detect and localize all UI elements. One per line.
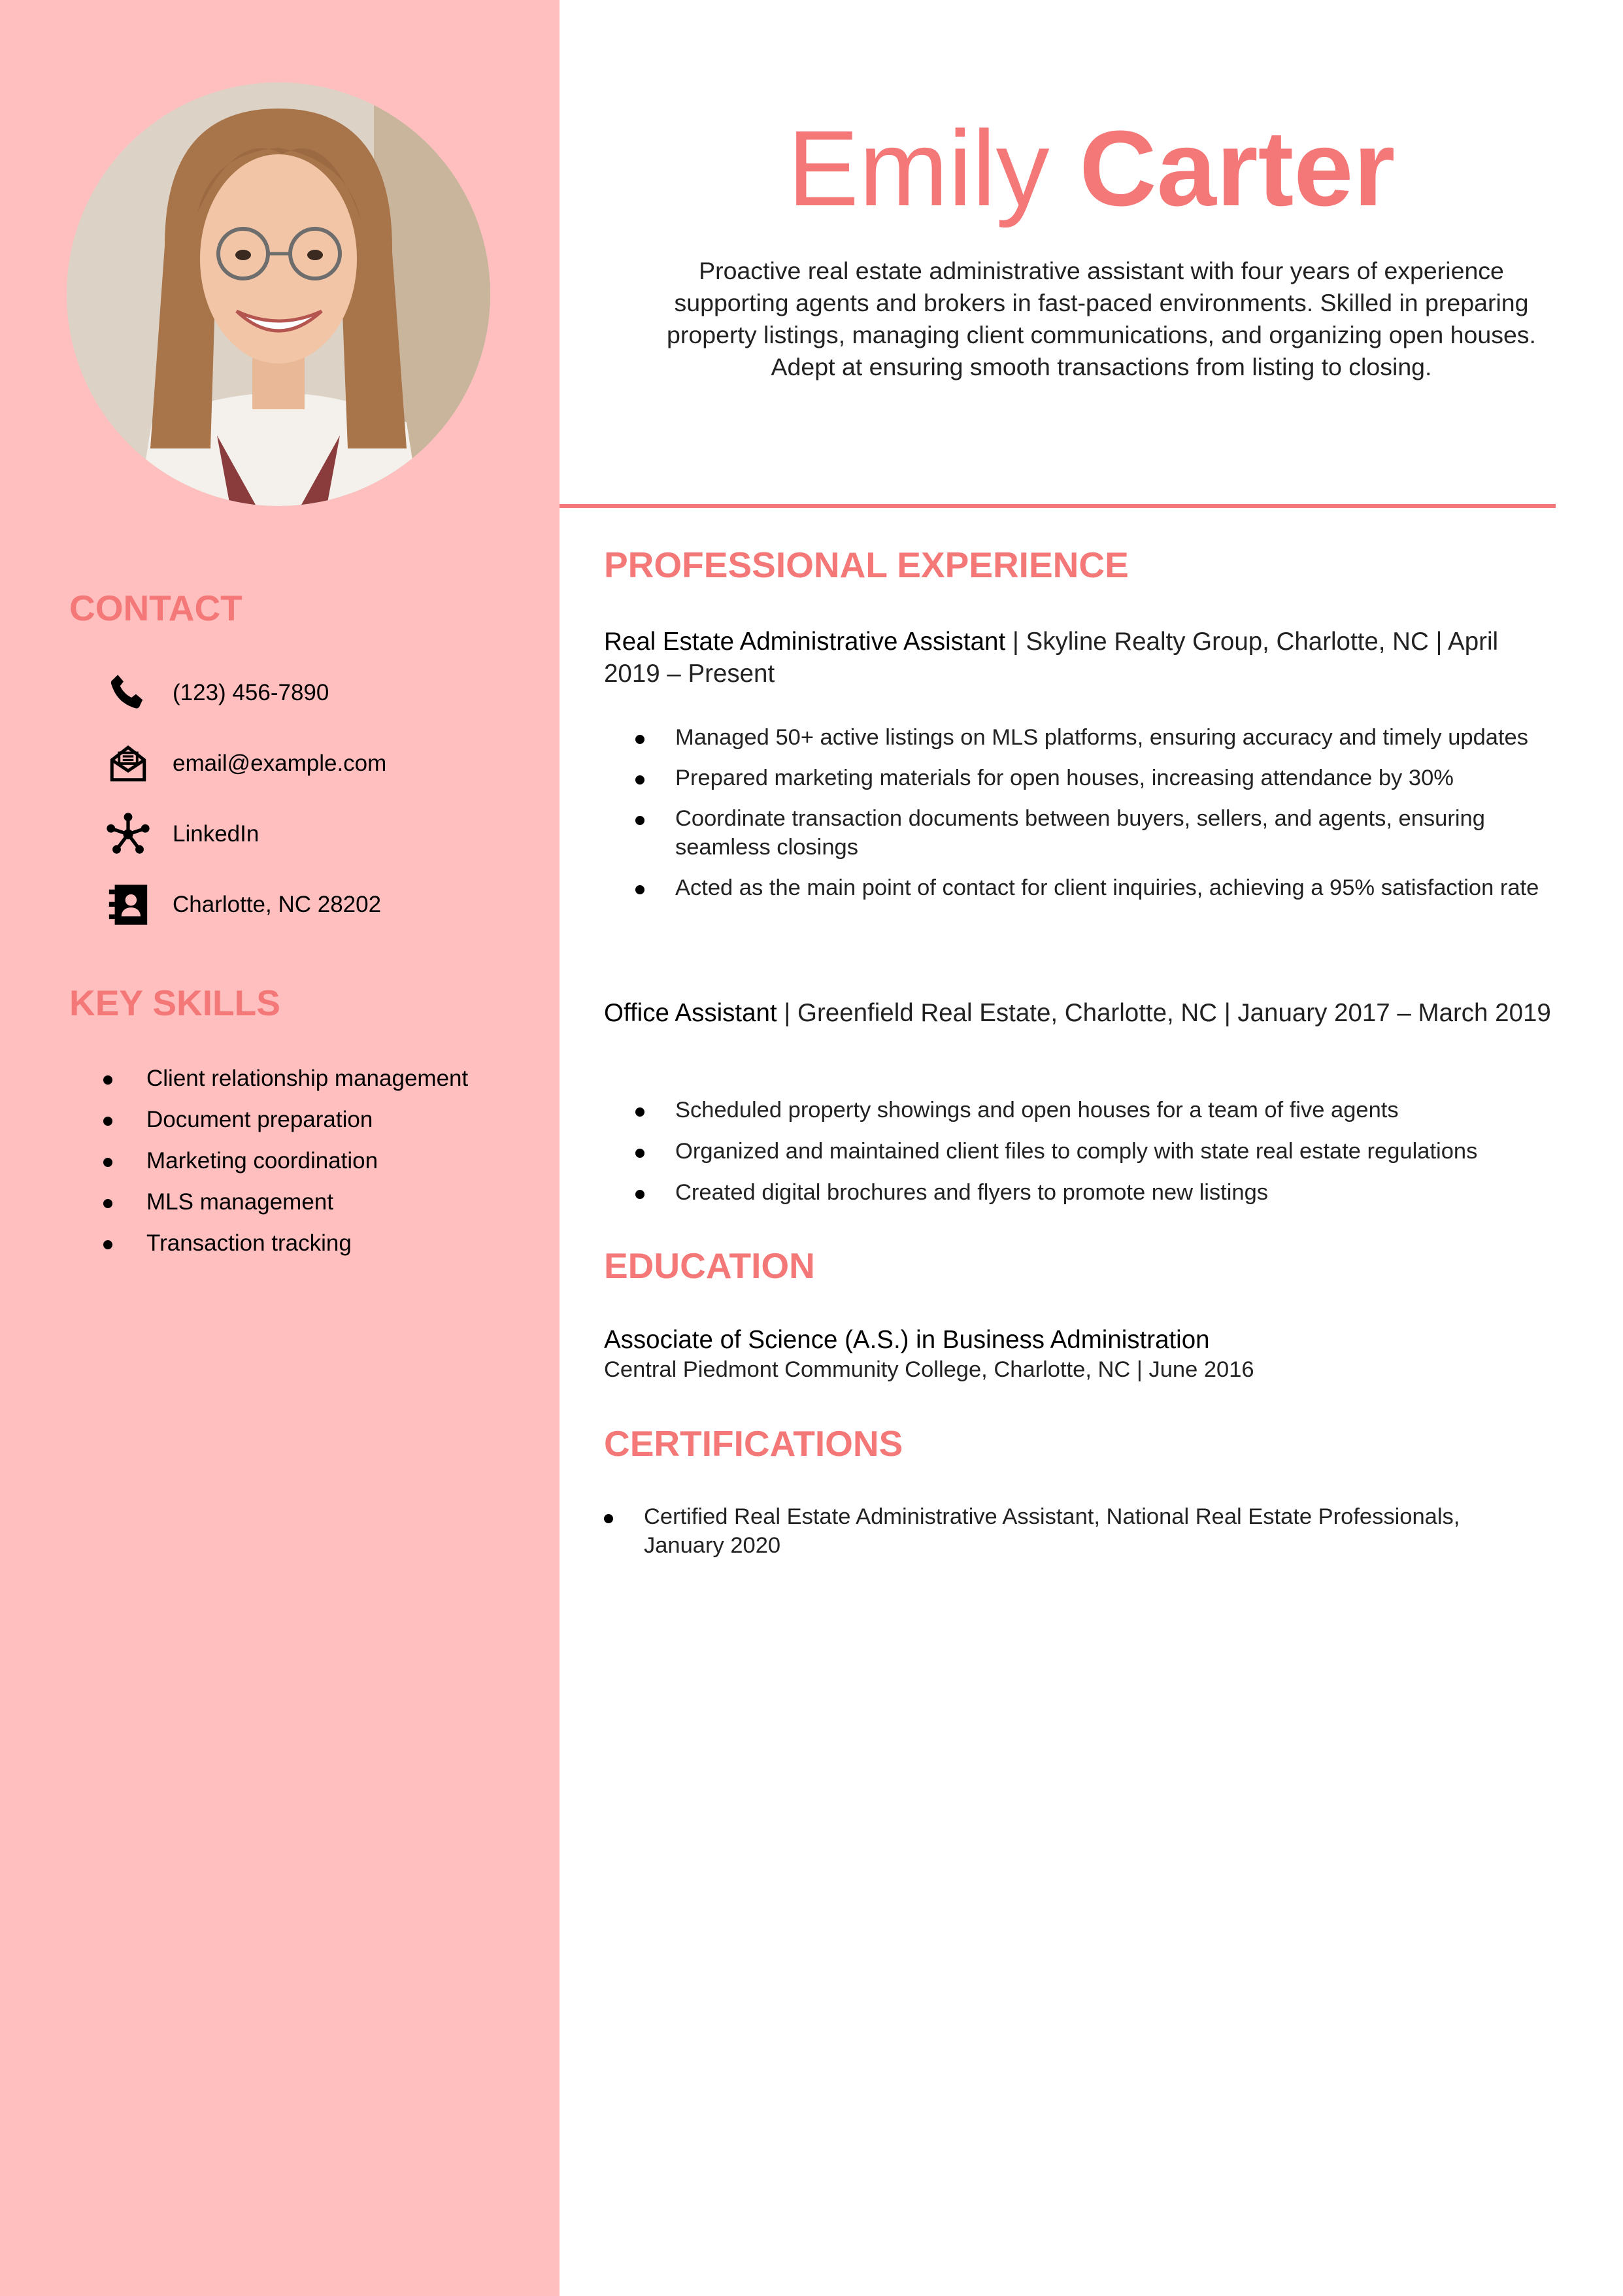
bullet-icon (635, 775, 644, 785)
skill-text: Marketing coordination (146, 1148, 378, 1173)
contact-linkedin-text: LinkedIn (173, 821, 259, 847)
bullet-icon (103, 1240, 112, 1249)
contact-email-text: email@example.com (173, 751, 387, 776)
contact-phone-text: (123) 456-7890 (173, 680, 329, 705)
bullet-icon (635, 885, 644, 894)
bullet-icon (103, 1117, 112, 1126)
envelope-icon (103, 739, 153, 788)
list-item (103, 1058, 468, 1099)
header-divider (560, 504, 1556, 508)
job-details: | Greenfield Real Estate, Charlotte, NC | January 2017 – March 2019 (777, 999, 1551, 1027)
portrait-illustration (67, 82, 490, 506)
contact-heading: CONTACT (69, 588, 243, 628)
experience-heading: PROFESSIONAL EXPERIENCE (604, 545, 1129, 585)
bullet-text: Acted as the main point of contact for client inquiries, achieving a 95% satisfaction rate (675, 875, 1539, 900)
bullet-icon (635, 1149, 644, 1158)
bullet-icon (635, 735, 644, 744)
list-item (103, 1099, 468, 1140)
bullet-icon (604, 1514, 613, 1523)
list-item (103, 1140, 468, 1181)
list-item (635, 804, 1564, 862)
contact-location[interactable] (103, 879, 382, 931)
skill-text: MLS management (146, 1189, 333, 1215)
skill-text: Client relationship management (146, 1066, 469, 1091)
list-item (635, 1137, 1564, 1166)
profile-summary: Proactive real estate administrative assistant with four years of experience supporting agents and brokers in fast-paced environments. Skilled in preparing property listings, managing client communications, and organizing open houses. Adept at ensuring smooth transactions from listing to closing. (667, 257, 1536, 380)
bullet-icon (635, 816, 644, 825)
bullet-icon (103, 1158, 112, 1167)
phone-icon (103, 668, 153, 718)
bullet-icon (103, 1075, 112, 1085)
job-details: | Skyline Realty Group, Charlotte, NC | April 2019 – Present (604, 628, 1499, 688)
last-name: Carter (1079, 109, 1396, 228)
bullet-icon (103, 1199, 112, 1208)
list-item (635, 873, 1564, 902)
list-item (103, 1181, 468, 1223)
education-degree: Associate of Science (A.S.) in Business Administration (604, 1326, 1210, 1354)
job-role: Real Estate Administrative Assistant (604, 628, 1006, 656)
job-bullets (635, 723, 1564, 902)
list-item (635, 723, 1564, 752)
bullet-text: Scheduled property showings and open houses for a team of five agents (675, 1098, 1399, 1123)
bullet-text: Organized and maintained client files to comply with state real estate regulations (675, 1139, 1478, 1164)
first-name: Emily (787, 109, 1050, 228)
contact-linkedin[interactable] (103, 808, 259, 860)
list-item (604, 1502, 1532, 1560)
education-school: Central Piedmont Community College, Charlotte, NC | June 2016 (604, 1357, 1254, 1382)
list-item (635, 1178, 1564, 1207)
job-role: Office Assistant (604, 999, 777, 1027)
key-skills-heading: KEY SKILLS (69, 983, 280, 1023)
list-item (103, 1223, 468, 1264)
profile-photo (67, 82, 490, 506)
skill-text: Document preparation (146, 1107, 373, 1132)
skill-text: Transaction tracking (146, 1230, 352, 1256)
bullet-text: Managed 50+ active listings on MLS platforms, ensuring accuracy and timely updates (675, 725, 1528, 750)
certification-text: Certified Real Estate Administrative Assistant, National Real Estate Professionals, January 2020 (644, 1504, 1460, 1558)
job-bullets (635, 1096, 1564, 1207)
contact-email[interactable] (103, 737, 387, 790)
certifications-list (604, 1502, 1532, 1560)
contact-phone[interactable] (103, 667, 329, 719)
bullet-text: Prepared marketing materials for open houses, increasing attendance by 30% (675, 766, 1454, 790)
job-title (604, 997, 1558, 1029)
certifications-heading: CERTIFICATIONS (604, 1423, 903, 1464)
skills-list (103, 1058, 468, 1264)
education-heading: EDUCATION (604, 1245, 815, 1286)
address-book-icon (103, 880, 153, 930)
bullet-icon (635, 1190, 644, 1199)
candidate-name (560, 109, 1623, 228)
bullet-icon (635, 1107, 644, 1117)
list-item (635, 1096, 1564, 1124)
network-icon (103, 809, 153, 859)
contact-location-text: Charlotte, NC 28202 (173, 892, 382, 917)
bullet-text: Created digital brochures and flyers to promote new listings (675, 1180, 1269, 1205)
job-title (604, 626, 1558, 690)
bullet-text: Coordinate transaction documents between buyers, sellers, and agents, ensuring seamless closings (675, 806, 1485, 860)
list-item (635, 764, 1564, 792)
